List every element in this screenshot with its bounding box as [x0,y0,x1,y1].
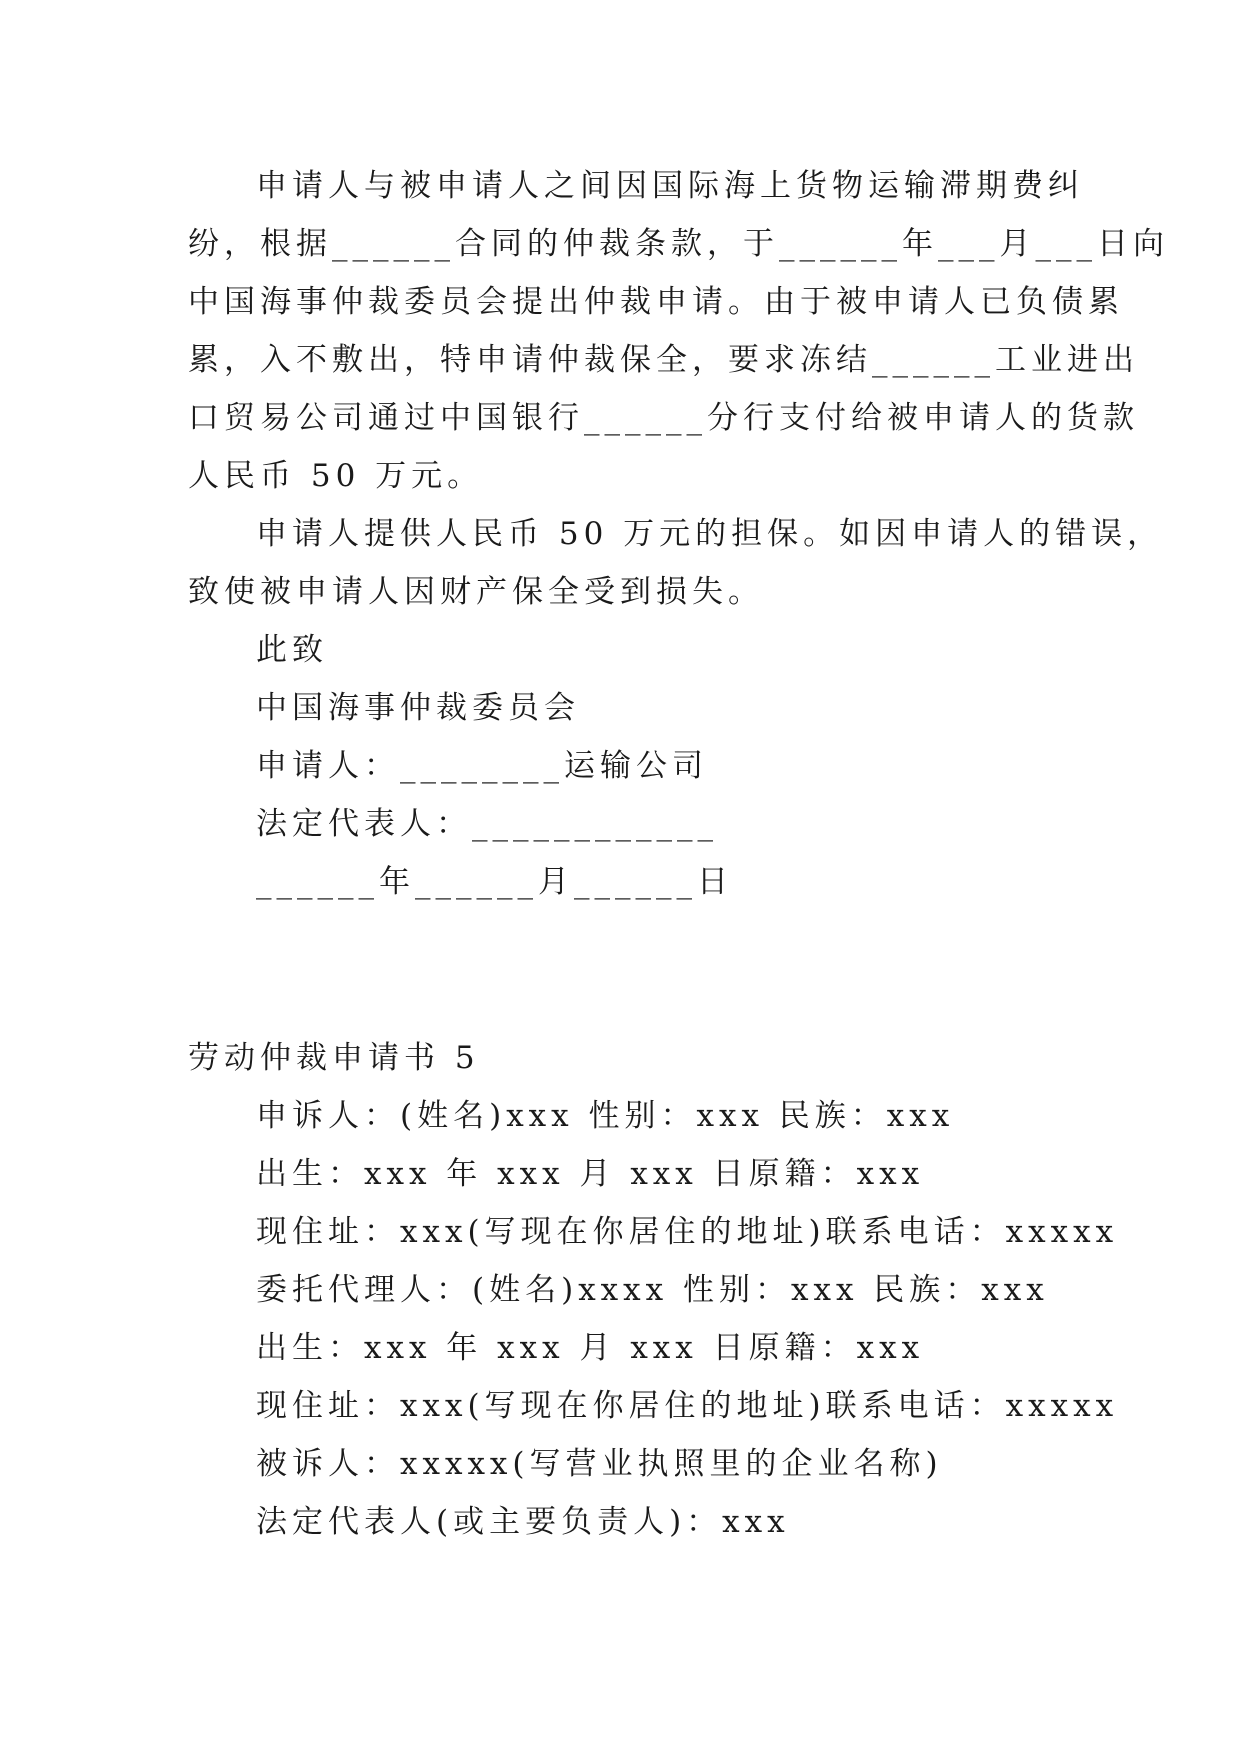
section-line-complainant: 申诉人：(姓名)xxx 性别：xxx 民族：xxx [256,1098,955,1134]
closing-legal-rep: 法定代表人：____________ [256,806,718,842]
paragraph-2-line-1: 申请人提供人民币 50 万元的担保。如因申请人的错误， [256,516,1164,552]
section-line-respondent: 被诉人：xxxxx(写营业执照里的企业名称) [256,1446,943,1482]
closing-recipient: 中国海事仲裁委员会 [256,690,580,726]
section-line-address-2: 现住址：xxx(写现在你居住的地址)联系电话：xxxxx [256,1388,1119,1424]
section-line-agent: 委托代理人：(姓名)xxxx 性别：xxx 民族：xxx [256,1272,1049,1308]
paragraph-1-line-6: 人民币 50 万元。 [188,458,484,494]
paragraph-1-line-4: 累，入不敷出，特申请仲裁保全，要求冻结______工业进出 [188,342,1139,378]
paragraph-1-line-2: 纷，根据______合同的仲裁条款，于______年___月___日向 [188,226,1169,262]
paragraph-1-line-3: 中国海事仲裁委员会提出仲裁申请。由于被申请人已负债累 [188,284,1124,320]
section-line-birth-1: 出生：xxx 年 xxx 月 xxx 日原籍：xxx [256,1156,925,1192]
paragraph-2-line-2: 致使被申请人因财产保全受到损失。 [188,574,764,610]
paragraph-1-line-5: 口贸易公司通过中国银行______分行支付给被申请人的货款 [188,400,1139,436]
paragraph-1-line-1: 申请人与被申请人之间因国际海上货物运输滞期费纠 [256,168,1084,204]
closing-date: ______年______月______日 [256,864,733,900]
section-line-birth-2: 出生：xxx 年 xxx 月 xxx 日原籍：xxx [256,1330,925,1366]
closing-applicant: 申请人：________运输公司 [256,748,708,784]
section-line-address-1: 现住址：xxx(写现在你居住的地址)联系电话：xxxxx [256,1214,1119,1250]
section-title: 劳动仲裁申请书 5 [188,1040,480,1076]
section-line-respondent-rep: 法定代表人(或主要负责人)：xxx [256,1504,790,1540]
closing-salute: 此致 [256,632,328,668]
